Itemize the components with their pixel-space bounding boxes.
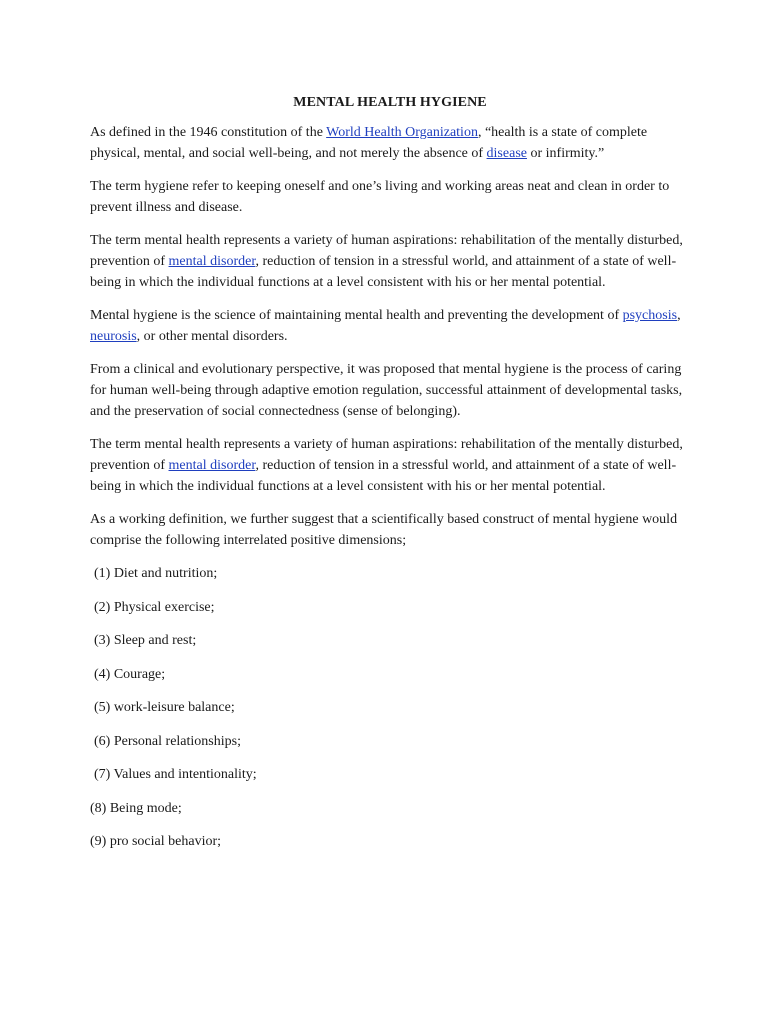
document-title: MENTAL HEALTH HYGIENE [293,95,487,110]
p3-text-b: , reduction of tension in a stressful world, and attainment of a state of well-being in which the individual functions at a level consistent with his or her mental potential. [90,254,677,290]
mental-disorder-link-2[interactable]: mental disorder [168,458,256,473]
list-item: (7) Values and intentionality; [94,767,257,782]
list-item: (5) work-leisure balance; [94,700,235,715]
neurosis-link[interactable]: neurosis [90,329,137,344]
p4-sep: , [677,308,681,323]
p3-text-a: The term mental health represents a variety of human aspirations: rehabilitation of the mentally disturbed, prevention of [90,233,683,269]
paragraph-mental-health-1 [90,230,690,293]
paragraph-mental-health-2 [90,434,690,497]
paragraph-hygiene: The term hygiene refer to keeping oneself and one’s living and working areas neat and clean in order to prevent illness and disease. [90,179,670,215]
disease-link[interactable]: disease [486,146,527,161]
p6-text-a: The term mental health represents a variety of human aspirations: rehabilitation of the mentally disturbed, prevention of [90,437,683,473]
who-link[interactable]: World Health Organization [326,125,478,140]
p4-text-a: Mental hygiene is the science of maintaining mental health and preventing the development of [90,308,623,323]
p1-text-c: or infirmity.” [526,146,605,161]
list-item: (3) Sleep and rest; [94,633,197,648]
document-page [90,92,690,865]
p1-text-b: , “health is a state of complete physical, mental, and social well-being, and not merely the absence of [90,125,648,161]
dimensions-list [90,563,690,852]
psychosis-link[interactable]: psychosis [622,308,678,323]
paragraph-who-definition [90,122,690,164]
p1-text-a: As defined in the 1946 constitution of the [90,125,327,140]
paragraph-mental-hygiene [90,305,690,347]
list-item: (2) Physical exercise; [94,599,215,615]
list-item: (4) Courage; [94,666,166,682]
list-item: (6) Personal relationships; [94,733,241,749]
paragraph-working-definition: As a working definition, we further suggest that a scientifically based construct of mental hygiene would comprise the following interrelated positive dimensions; [90,512,678,548]
p4-text-b: , or other mental disorders. [136,329,288,344]
list-item: (1) Diet and nutrition; [94,566,218,581]
list-item: (9) pro social behavior; [90,834,222,849]
mental-disorder-link[interactable]: mental disorder [168,254,256,269]
paragraph-clinical-perspective: From a clinical and evolutionary perspective, it was proposed that mental hygiene is the process of caring for human well-being through adaptive emotion regulation, successful attainment of developmental tasks, and the preservation of social connectedness (sense of belonging). [90,362,683,419]
list-item: (8) Being mode; [90,800,182,816]
p6-text-b: , reduction of tension in a stressful world, and attainment of a state of well-being in which the individual functions at a level consistent with his or her mental potential. [90,458,677,494]
